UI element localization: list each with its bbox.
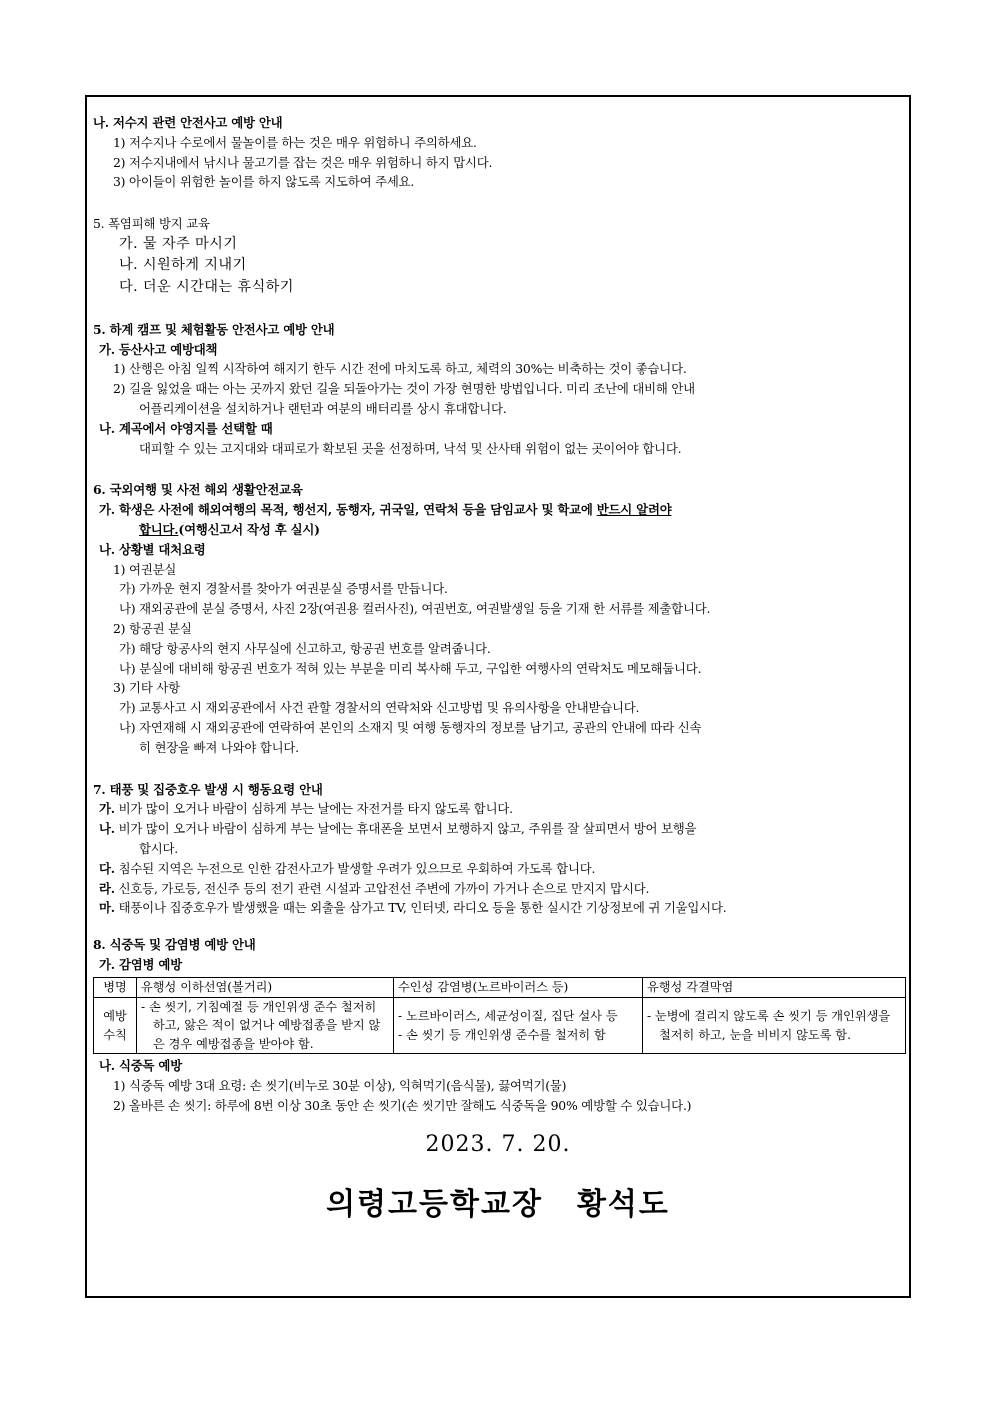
typhoon-heading: 7. 태풍 및 집중호우 발생 시 행동요령 안내	[93, 781, 323, 797]
overseas-s1-a: 가) 가까운 현지 경찰서를 찾아가 여권분실 증명서를 만듭니다.	[119, 581, 448, 597]
principal-name: 황석도	[576, 1186, 670, 1222]
table-row	[94, 997, 906, 1054]
overseas-s1-b: 나) 재외공관에 분실 증명서, 사진 2장(여권용 컬러사진), 여권번호, 여권발생일 등을 기재 한 서류를 제출합니다.	[119, 601, 711, 617]
overseas-s3-b-2: 히 현장을 빠져 나와야 합니다.	[139, 739, 299, 755]
typhoon-item-3-mark: 다.	[99, 860, 115, 876]
list-item: - 손 씻기, 기침예절 등 개인위생 준수 철저히 하고, 앓은 적이 없거나 예방접종을 받지 않은 경우 예방접종을 받아야 함.	[141, 999, 381, 1051]
document-frame	[85, 95, 911, 1298]
typhoon-item-4-text: 신호등, 가로등, 전신주 등의 전기 관련 시설과 고압전선 주변에 가까이 가거나 손으로 만지지 맙시다.	[118, 880, 650, 896]
camp-a-item-2: 2) 길을 잃었을 때는 아는 곳까지 왔던 길을 되돌아가는 것이 가장 현명한 방법입니다. 미리 조난에 대비해 안내	[113, 381, 695, 397]
food-sub-b: 나. 식중독 예방	[99, 1058, 182, 1074]
table-cell-mumps	[137, 997, 394, 1054]
overseas-s2: 2) 항공권 분실	[113, 621, 192, 637]
reservoir-item-1: 1) 저수지나 수로에서 물놀이를 하는 것은 매우 위험하니 주의하세요.	[113, 134, 477, 150]
food-heading: 8. 식중독 및 감염병 예방 안내	[93, 937, 256, 953]
typhoon-item-4-mark: 라.	[99, 880, 115, 896]
overseas-a-line-1-underlined: 반드시 알려야	[596, 502, 672, 518]
table-header-cell: 수인성 감염병(노르바이러스 등)	[394, 977, 643, 997]
document-date: 2023. 7. 20.	[425, 1131, 571, 1157]
food-sub-a: 가. 감염병 예방	[99, 956, 182, 972]
infection-table	[93, 977, 906, 1055]
heat-heading: 5. 폭염피해 방지 교육	[93, 216, 210, 232]
typhoon-item-2-mark: 나.	[99, 821, 115, 837]
food-b-item-2: 2) 올바른 손 씻기: 하루에 8번 이상 30초 동안 손 씻기(손 씻기만 잘해도 식중독을 90% 예방할 수 있습니다.)	[113, 1097, 692, 1113]
overseas-s1: 1) 여권분실	[113, 561, 177, 577]
typhoon-item-1-mark: 가.	[99, 801, 115, 817]
camp-a-item-1: 1) 산행은 아침 일찍 시작하여 해지기 한두 시간 전에 마치도록 하고, 체력의 30%는 비축하는 것이 좋습니다.	[113, 361, 687, 377]
reservoir-heading: 나. 저수지 관련 안전사고 예방 안내	[93, 115, 283, 130]
typhoon-item-1-text: 비가 많이 오거나 바람이 심하게 부는 날에는 자전거를 타지 않도록 합니다.	[118, 801, 513, 817]
row-label-line-2: 수칙	[103, 1027, 127, 1042]
typhoon-item-5	[93, 898, 903, 918]
heat-item-1: 가. 물 자주 마시기	[119, 235, 238, 252]
list-item: - 눈병에 걸리지 않도록 손 씻기 등 개인위생을 철저히 하고, 눈을 비비지 않도록 함.	[647, 1009, 891, 1042]
signature-line	[93, 1179, 903, 1223]
row-label-line-1: 예방	[103, 1009, 127, 1024]
typhoon-item-2-text: 비가 많이 오거나 바람이 심하게 부는 날에는 휴대폰을 보면서 보행하지 않고, 주위를 잘 살피면서 방어 보행을	[118, 821, 697, 837]
overseas-s3: 3) 기타 사항	[113, 680, 180, 696]
overseas-a-line-1-text: 가. 학생은 사전에 해외여행의 목적, 행선지, 동행자, 귀국일, 연락처 등을 담임교사 및 학교에	[99, 502, 597, 518]
heat-item-2: 나. 시원하게 지내기	[119, 257, 247, 274]
typhoon-item-1	[93, 799, 903, 819]
table-cell-conjunctivitis	[643, 997, 906, 1054]
reservoir-item-2: 2) 저수지내에서 낚시나 물고기를 잡는 것은 매우 위험하니 하지 맙시다.	[113, 154, 493, 170]
table-header-row	[94, 977, 906, 997]
overseas-heading: 6. 국외여행 및 사전 해외 생활안전교육	[93, 482, 303, 498]
typhoon-item-5-mark: 마.	[99, 900, 115, 916]
overseas-s3-a: 가) 교통사고 시 재외공관에서 사건 관할 경찰서의 연락처와 신고방법 및 유의사항을 안내받습니다.	[119, 700, 640, 716]
overseas-sub-b: 나. 상황별 대처요령	[99, 541, 206, 557]
typhoon-item-5-text: 태풍이나 집중호우가 발생했을 때는 외출을 삼가고 TV, 인터넷, 라디오 등을 통한 실시간 기상정보에 귀 기울입시다.	[118, 900, 727, 916]
typhoon-item-4	[93, 879, 903, 899]
camp-sub-a: 가. 등산사고 예방대책	[99, 341, 218, 357]
overseas-s2-a: 가) 해당 항공사의 현지 사무실에 신고하고, 항공권 번호를 알려줍니다.	[119, 640, 491, 656]
camp-a-item-2-cont: 어플리케이션을 설치하거나 랜턴과 여분의 배터리를 상시 휴대합니다.	[139, 401, 507, 417]
typhoon-item-2-cont: 합시다.	[139, 841, 179, 856]
overseas-a-line-1	[93, 500, 903, 520]
row-label-cell	[94, 997, 137, 1054]
list-item: - 노르바이러스, 세균성이질, 집단 설사 등	[398, 1009, 618, 1024]
table-header-cell: 유행성 이하선염(볼거리)	[137, 977, 394, 997]
heat-item-3: 다. 더운 시간대는 휴식하기	[119, 278, 294, 295]
overseas-s3-b-1: 나) 자연재해 시 재외공관에 연락하여 본인의 소재지 및 여행 동행자의 정보를 남기고, 공관의 안내에 따라 신속	[119, 720, 702, 736]
camp-b-text: 대피할 수 있는 고지대와 대피로가 확보된 곳을 선정하며, 낙석 및 산사태 위험이 없는 곳이어야 합니다.	[139, 440, 682, 456]
overseas-a-line-2-underlined: 합니다.	[139, 522, 179, 538]
overseas-a-line-2	[93, 520, 903, 540]
table-header-cell: 유행성 각결막염	[643, 977, 906, 997]
typhoon-item-2	[93, 819, 903, 839]
table-cell-waterborne	[394, 997, 643, 1054]
food-b-item-1: 1) 식중독 예방 3대 요령: 손 씻기(비누로 30분 이상), 익혀먹기(음식물), 끓여먹기(물)	[113, 1078, 567, 1094]
typhoon-item-3	[93, 859, 903, 879]
school-principal-title: 의령고등학교장	[326, 1186, 543, 1222]
reservoir-item-3: 3) 아이들이 위험한 놀이를 하지 않도록 지도하여 주세요.	[113, 174, 415, 190]
overseas-a-line-2-text: (여행신고서 작성 후 실시)	[178, 522, 320, 538]
table-header-cell: 병명	[94, 977, 137, 997]
list-item: - 손 씻기 등 개인위생 준수를 철저히 함	[398, 1027, 606, 1042]
document-body	[93, 113, 903, 1223]
typhoon-item-3-text: 침수된 지역은 누전으로 인한 감전사고가 발생할 우려가 있으므로 우회하여 가도록 합니다.	[118, 860, 596, 876]
overseas-s2-b: 나) 분실에 대비해 항공권 번호가 적혀 있는 부분을 미리 복사해 두고, 구입한 여행사의 연락처도 메모해둡니다.	[119, 660, 702, 676]
camp-heading: 5. 하계 캠프 및 체험활동 안전사고 예방 안내	[93, 321, 335, 337]
camp-sub-b: 나. 계곡에서 야영지를 선택할 때	[99, 420, 273, 436]
